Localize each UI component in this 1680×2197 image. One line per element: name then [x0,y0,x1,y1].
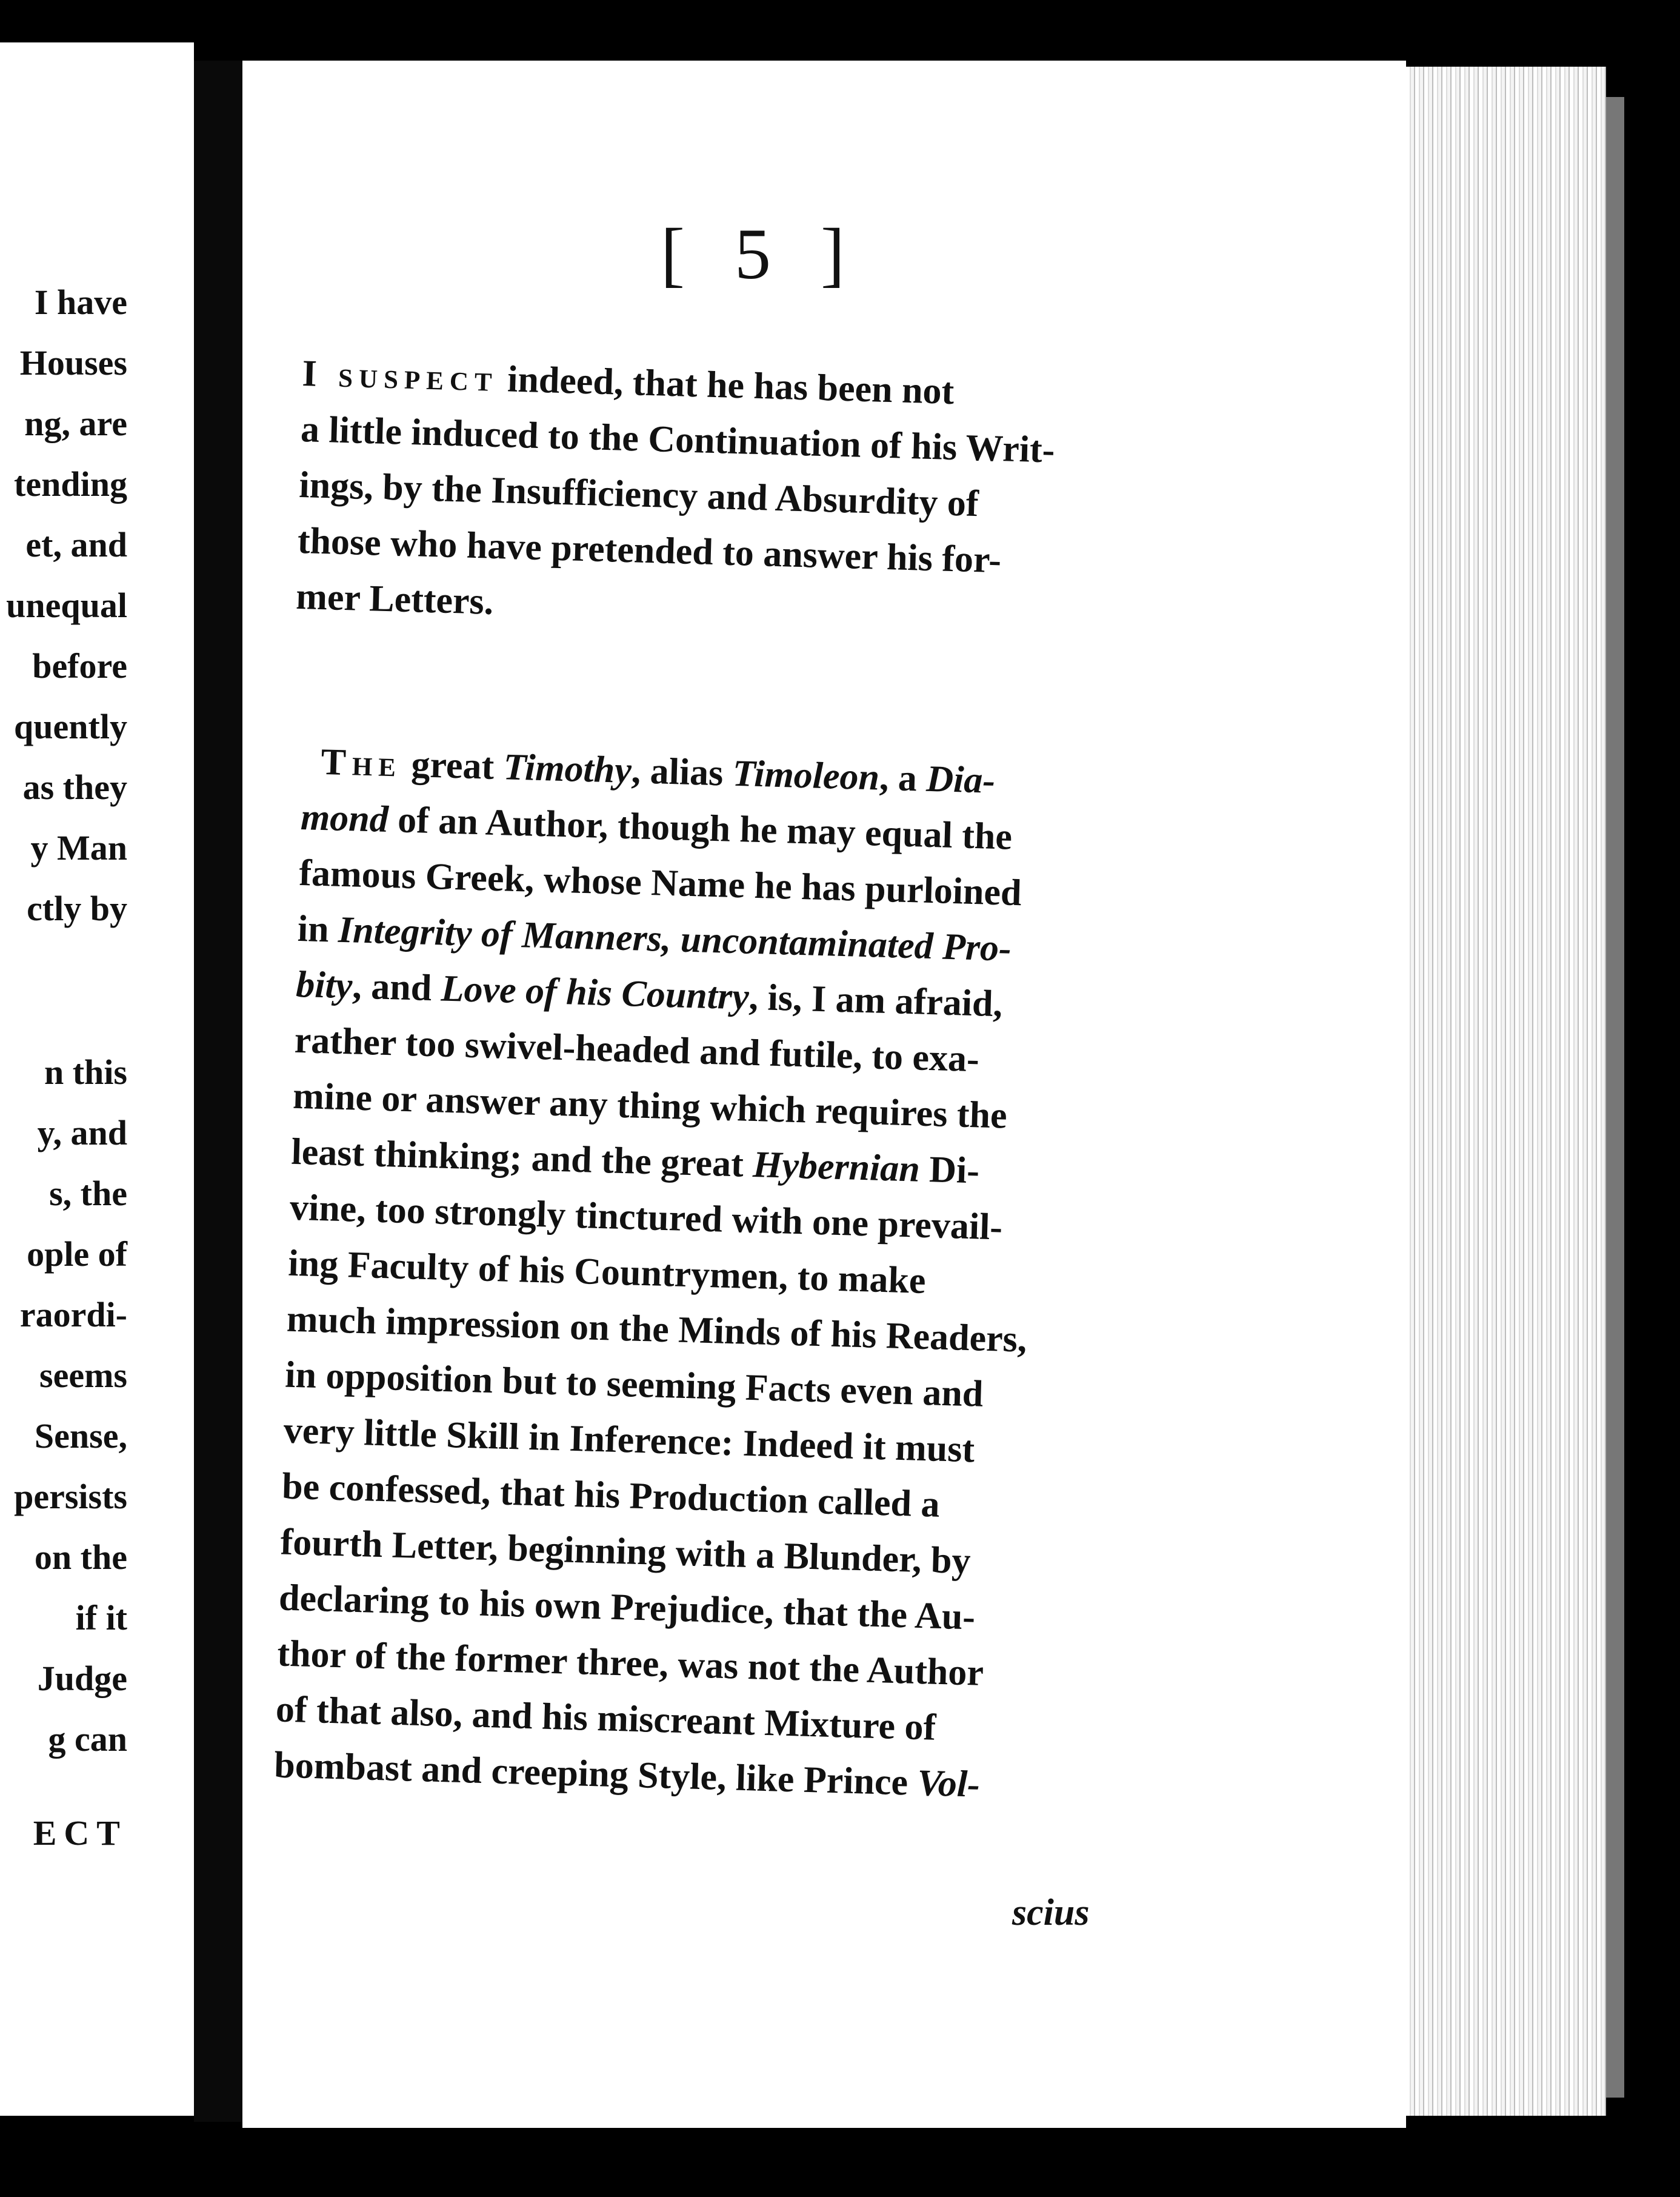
paragraph-1 [295,346,1163,648]
text-line: ing Faculty of his Countrymen, to make [287,1242,927,1302]
text-line: bity, and Love of his Country, is, I am afraid, [295,963,1003,1025]
text-line: fourth Letter, beginning with a Blunder, by [279,1521,972,1582]
left-line: ctly by [27,889,127,928]
left-line: if it [75,1598,127,1637]
left-line: I have [34,283,127,322]
left-line: g can [48,1719,127,1759]
text-line: rather too swivel-headed and futile, to exa- [293,1019,980,1080]
page-edges [1406,67,1606,2116]
text-line: mond of an Author, though he may equal the [300,796,1013,858]
catchword: scius [1012,1892,1090,1933]
paragraph-2 [273,734,1163,1817]
left-line: y, and [37,1113,127,1152]
book-gutter [194,61,242,2122]
left-line: n this [44,1052,127,1092]
left-line: Judge [37,1659,127,1698]
text-line: mine or answer any thing which requires the [292,1075,1008,1137]
text-line: in Integrity of Manners, uncontaminated Pro- [297,908,1012,969]
left-line: as they [22,767,127,807]
left-line: raordi- [19,1295,127,1334]
left-line: Houses [19,343,127,383]
book-page [242,61,1406,2128]
left-line: tending [14,464,127,504]
text-line: The great Timothy, alias Timoleon, a Dia- [320,741,996,801]
text-line: declaring to his own Prejudice, that the Au- [278,1577,976,1638]
left-catchword: ECT [33,1813,127,1853]
page-edges-shadow [1606,97,1624,2098]
text-line: much impression on the Minds of his Readers, [286,1298,1028,1360]
left-line: before [32,646,127,686]
text-line: mer Letters. [295,575,495,623]
left-line: s, the [49,1174,127,1213]
left-line: persists [14,1477,127,1516]
text-line: vine, too strongly tinctured with one prevail- [289,1186,1003,1248]
text-line: be confessed, that his Production called a [281,1465,941,1525]
left-line: et, and [25,525,127,564]
page-number: [ 5 ] [661,213,861,294]
left-line: seems [39,1356,127,1395]
left-line: on the [34,1537,127,1577]
text-line: bombast and creeping Style, like Prince Vol- [273,1744,981,1805]
text-line: I suspect indeed, that he has been not [301,352,955,413]
text-line: least thinking; and the great Hybernian Di- [290,1131,980,1192]
left-line: quently [14,707,127,746]
left-line: unequal [6,586,127,625]
left-page-fragment [0,42,194,2116]
text-line: very little Skill in Inference: Indeed it must [282,1409,976,1471]
left-line: Sense, [34,1416,127,1456]
left-line: ople of [27,1234,127,1274]
text-line: famous Greek, whose Name he has purloined [298,852,1022,914]
left-line: y Man [30,828,127,868]
text-line: those who have pretended to answer his for- [297,520,1002,581]
text-line: ings, by the Insufficiency and Absurdity of [298,464,979,525]
left-line: ng, are [24,404,127,443]
text-line: thor of the former three, was not the Author [276,1633,984,1694]
text-line: in opposition but to seeming Facts even and [284,1354,984,1415]
text-line: a little induced to the Continuation of his Writ- [300,408,1056,471]
text-line: of that also, and his miscreant Mixture of [275,1688,937,1748]
